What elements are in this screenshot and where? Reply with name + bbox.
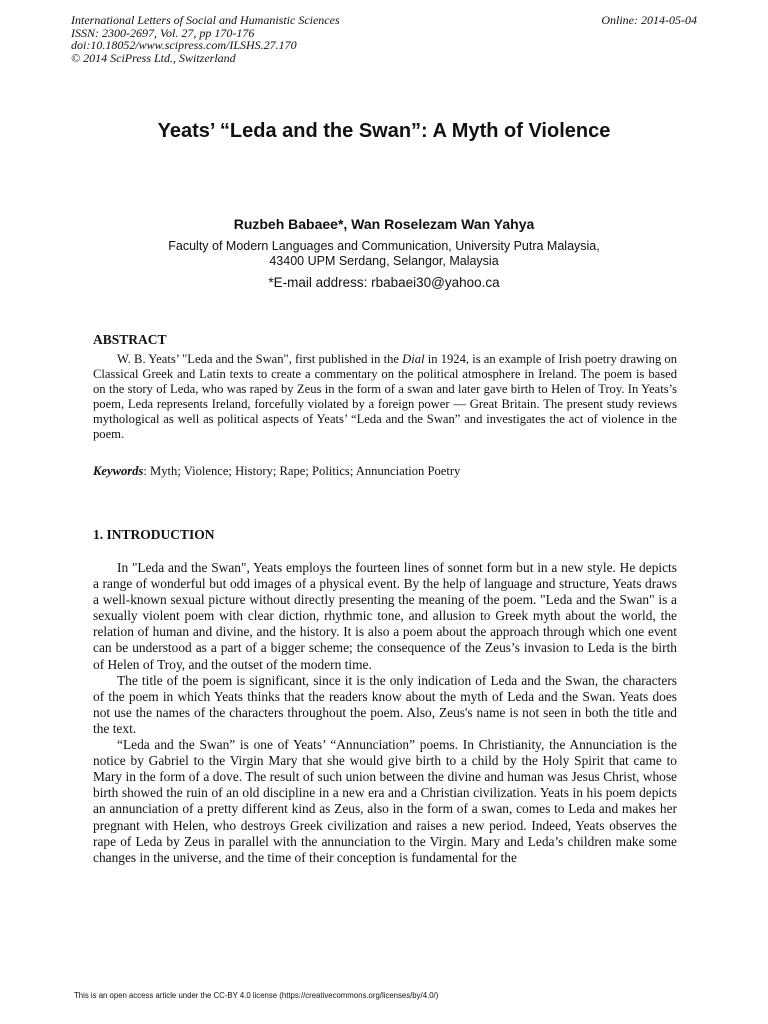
article-doi: doi:10.18052/www.scipress.com/ILSHS.27.170 — [71, 38, 297, 52]
abstract-text — [93, 352, 677, 442]
author-email: *E-mail address: rbabaei30@yahoo.ca — [268, 275, 500, 290]
license-footer: This is an open access article under the CC-BY 4.0 license (https://creativecommons.org/licenses/by/4.0/) — [74, 991, 439, 1000]
abstract-text-part-2: in 1924, is an example of Irish poetry drawing on Classical Greek and Latin texts to create a commentary on the political atmosphere in Ireland. The poem is based on the story of Leda, who was raped by Zeus in the form of a swan and later gave birth to Helen of Troy. In Yeats’s poem, Leda represents Ireland, forcefully violated by a foreign power — Great Britain. The present study reviews mythological as well as political aspects of Yeats’ “Leda and the Swan” and investigates the act of violence in the poem. — [93, 352, 678, 441]
abstract-text-part-1: W. B. Yeats’ "Leda and the Swan", first published in the — [117, 352, 403, 366]
affiliation-line-1: Faculty of Modern Languages and Communication, University Putra Malaysia, — [168, 239, 600, 253]
affiliation-line-2: 43400 UPM Serdang, Selangor, Malaysia — [269, 254, 499, 268]
author-list: Ruzbeh Babaee*, Wan Roselezam Wan Yahya — [233, 216, 535, 232]
abstract-heading: ABSTRACT — [93, 332, 167, 347]
journal-name: International Letters of Social and Humanistic Sciences — [71, 13, 340, 27]
affiliation — [0, 239, 768, 269]
introduction-paragraph-2: The title of the poem is significant, since it is the only indication of Leda and the Swan, the characters of the poem in which Yeats thinks that the readers know about the myth of Leda and the Swan. Yeats does not use the names of the characters throughout the poem. Also, Zeus's name is not seen in both the title and the text. — [93, 672, 677, 736]
copyright-notice: © 2014 SciPress Ltd., Switzerland — [71, 50, 236, 65]
journal-header — [71, 14, 697, 64]
online-date: Online: 2014-05-04 — [601, 13, 697, 27]
introduction-heading: 1. INTRODUCTION — [93, 527, 215, 542]
keywords-label: Keywords — [93, 464, 144, 478]
introduction-paragraph-1: In "Leda and the Swan", Yeats employs the fourteen lines of sonnet form but in a new style. He depicts a range of wonderful but odd images of a physical event. By the help of language and structure, Yeats draws a well-known sexual picture without directly presenting the meaning of the poem. "Leda and the Swan" is a sexually violent poem with clear diction, rhythmic tone, and allusion to Greek myth about the world, the relation of human and divine, and the history. It is also a poem about the approach through which one event can be understood as a part of a bigger scheme; the consequence of the Zeus’s invasion to Leda is the birth of Helen of Troy, and the outset of the modern time. — [93, 560, 677, 672]
abstract-text-italic: Dial — [402, 352, 425, 366]
paper-title: Yeats’ “Leda and the Swan”: A Myth of Violence — [157, 120, 611, 142]
introduction-paragraph-3: “Leda and the Swan” is one of Yeats’ “Annunciation” poems. In Christianity, the Annunciation is the notice by Gabriel to the Virgin Mary that she would give birth to a child by the Holy Spirit that came to Mary in the form of a dove. The result of such union between the divine and human was Jesus Christ, whose birth showed the ruin of an old discipline in a new era and a Christian civilization. Yeats in his poem depicts an annunciation of a pretty different kind as Zeus, also in the form of a swan, comes to Leda and makes her pregnant with Helen, who destroys Greek civilization and raises a new period. Indeed, Yeats observes the rape of Leda by Zeus in parallel with the annunciation to the Virgin. Mary and Leda’s children make some changes in the universe, and the time of their conception is fundamental for the — [93, 737, 677, 865]
introduction-body — [93, 560, 677, 866]
keywords — [93, 464, 677, 479]
keywords-text: : Myth; Violence; History; Rape; Politics; Annunciation Poetry — [143, 464, 461, 478]
journal-issn: ISSN: 2300-2697, Vol. 27, pp 170-176 — [71, 25, 255, 40]
